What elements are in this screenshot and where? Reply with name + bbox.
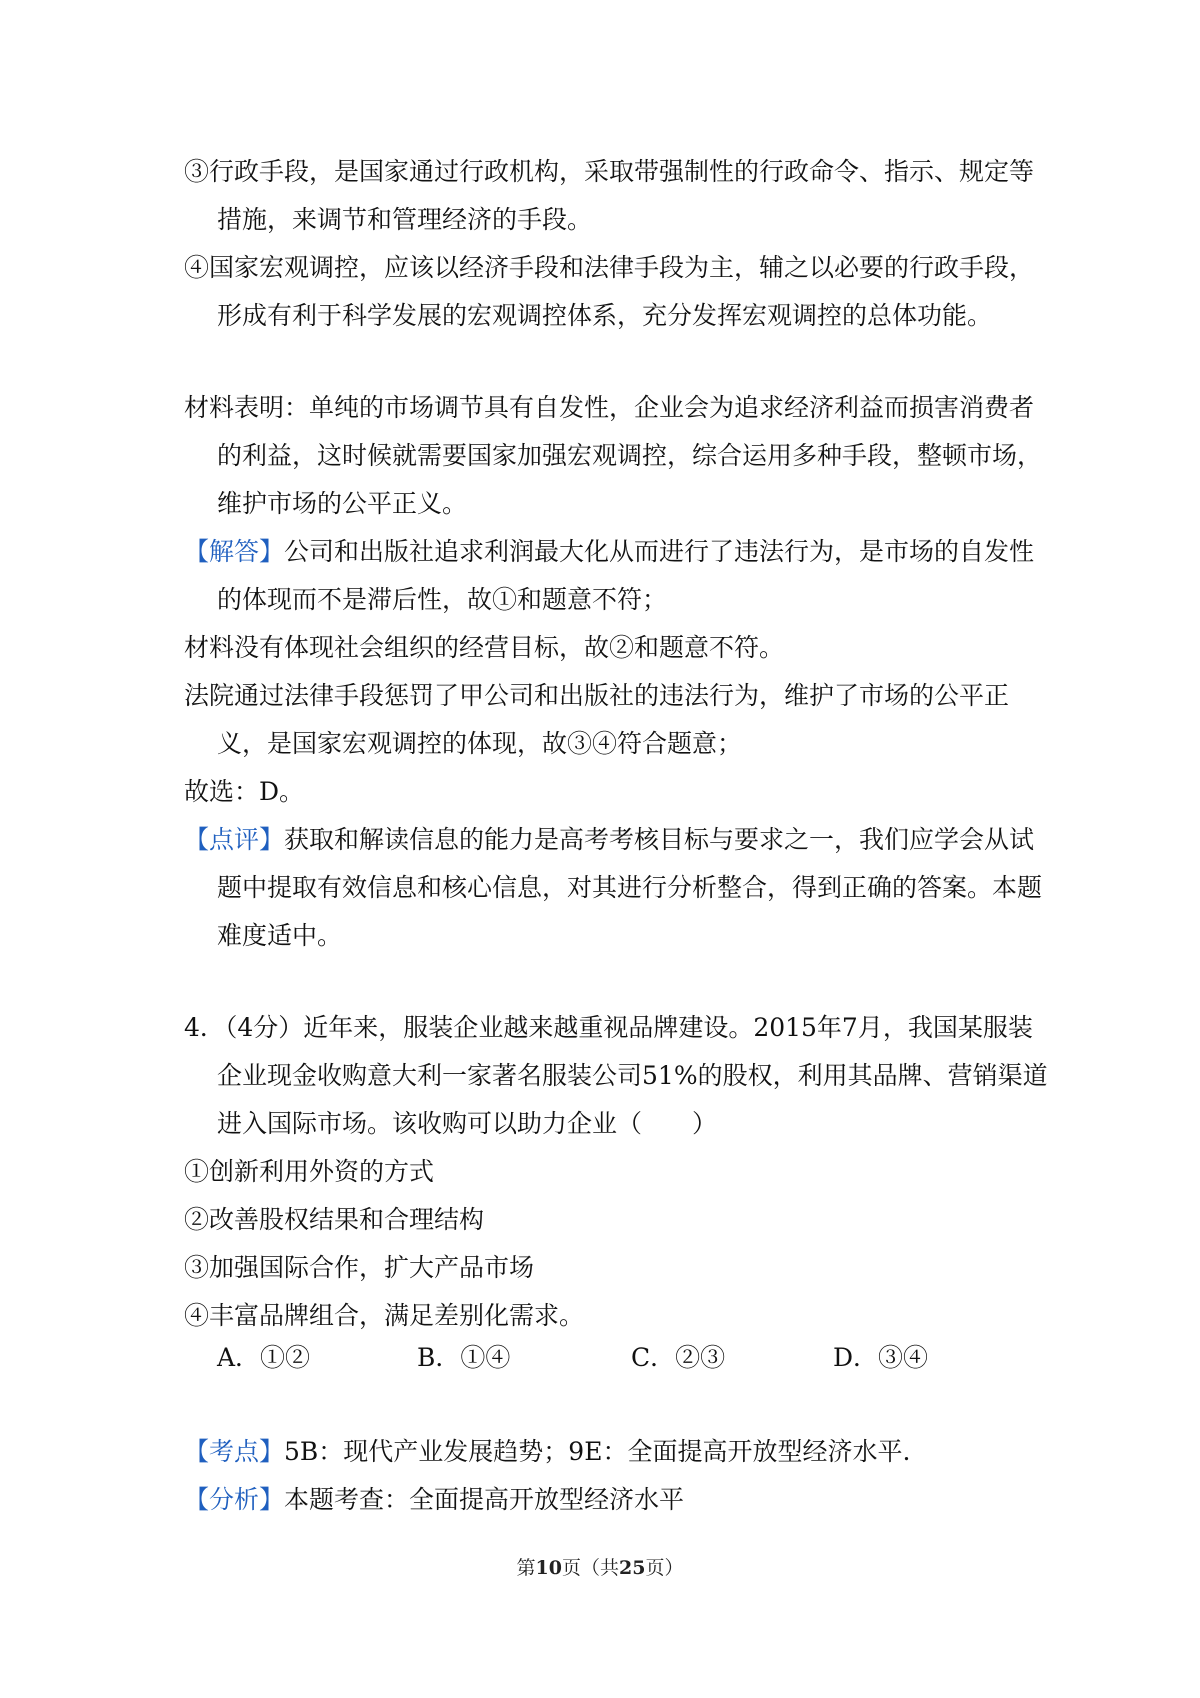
page-footer: [0, 1553, 1200, 1580]
footer-page-number: 10: [535, 1557, 562, 1579]
comment-tag: 【点评】: [184, 825, 285, 854]
answer-text-1: 公司和出版社追求利润最大化从而进行了违法行为，是市场的自发性的体现而不是滞后性，故①和题意不符；: [217, 537, 1035, 614]
analysis-line: [184, 1476, 1024, 1524]
question-4-item-1: ①创新利用外资的方式: [184, 1157, 435, 1186]
question-4-item-4: ④丰富品牌组合，满足差别化需求。: [184, 1301, 585, 1330]
analysis-text: 本题考查：全面提高开放型经济水平: [284, 1485, 685, 1514]
comment-text: 获取和解读信息的能力是高考考核目标与要求之一，我们应学会从试题中提取有效信息和核心信息，对其进行分析整合，得到正确的答案。本题难度适中。: [217, 825, 1043, 950]
footer-middle: 页（共: [561, 1557, 619, 1579]
answer-choice: 故选：D。: [184, 777, 305, 806]
option-c: C．②③: [631, 1343, 726, 1372]
option-d: D．③④: [833, 1343, 929, 1372]
footer-total-pages: 25: [619, 1557, 646, 1579]
exam-point-tag: 【考点】: [184, 1437, 285, 1466]
question-4-stem: 4．（4分）近年来，服装企业越来越重视品牌建设。2015年7月，我国某服装企业现金收购意大利一家著名服装公司51%的股权，利用其品牌、营销渠道进入国际市场。该收购可以助力企业（ ）: [184, 1013, 1048, 1138]
option-a: A．①②: [217, 1343, 311, 1372]
answer-tag: 【解答】: [184, 537, 285, 566]
answer-line-3: 法院通过法律手段惩罚了甲公司和出版社的违法行为，维护了市场的公平正义，是国家宏观调控的体现，故③④符合题意；: [184, 681, 1010, 758]
footer-prefix: 第: [516, 1557, 536, 1579]
question-4-item-2: ②改善股权结果和合理结构: [184, 1205, 485, 1234]
exam-point-text: 5B：现代产业发展趋势；9E：全面提高开放型经济水平.: [284, 1437, 911, 1466]
exam-point-line: [184, 1428, 1024, 1476]
point-3-administrative: ③行政手段，是国家通过行政机构，采取带强制性的行政命令、指示、规定等措施，来调节和管理经济的手段。: [184, 157, 1035, 234]
answer-line-2: 材料没有体现社会组织的经营目标，故②和题意不符。: [184, 633, 785, 662]
analysis-tag: 【分析】: [184, 1485, 285, 1514]
material-statement: 材料表明：单纯的市场调节具有自发性，企业会为追求经济利益而损害消费者的利益，这时候就需要国家加强宏观调控，综合运用多种手段，整顿市场，维护市场的公平正义。: [184, 393, 1043, 518]
footer-suffix: 页）: [645, 1557, 684, 1579]
answer-paragraph: [184, 528, 1057, 624]
option-b: B．①④: [417, 1343, 511, 1372]
comment-paragraph: [184, 816, 1057, 960]
question-4-item-3: ③加强国际合作，扩大产品市场: [184, 1253, 535, 1282]
point-4-macro-control: ④国家宏观调控，应该以经济手段和法律手段为主，辅之以必要的行政手段，形成有利于科学发展的宏观调控体系，充分发挥宏观调控的总体功能。: [184, 253, 1035, 330]
